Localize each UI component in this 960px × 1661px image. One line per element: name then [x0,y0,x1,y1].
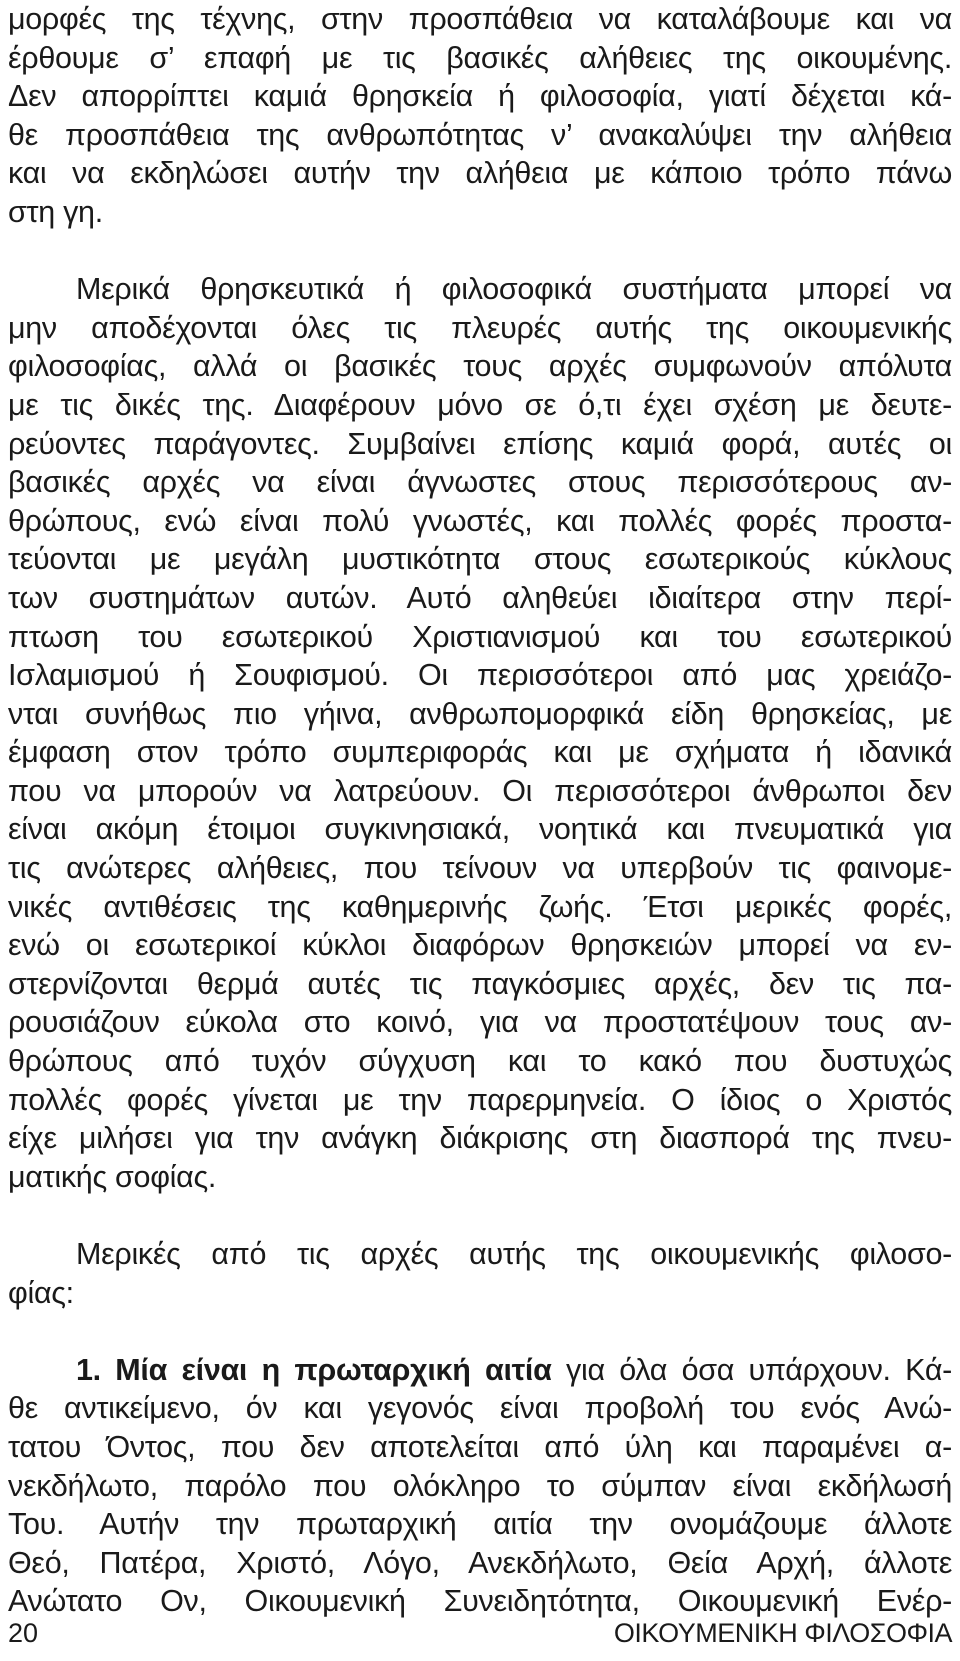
text-line: Μερικά θρησκευτικά ή φιλοσοφικά συστήματα μπορεί να [76,272,952,307]
text-line: Ανώτατο Ον, Οικουμενική Συνειδητότητα, Οικουμενική Ενέρ- [8,1584,952,1619]
text-line: ρεύοντες παράγοντες. Συμβαίνει επίσης καμιά φορά, αυτές οι [8,426,952,461]
text-line: στερνίζονται θερμά αυτές τις παγκόσμιες αρχές, δεν τις πα- [8,966,952,1001]
principle-1-heading: 1. Μία είναι η πρωταρχική αιτία [76,1352,552,1387]
text-line: φιλοσοφίας, αλλά οι βασικές τους αρχές συμφωνούν απόλυτα [8,349,952,384]
paragraph-2 [8,270,952,1196]
text-line: τις ανώτερες αλήθειες, που τείνουν να υπερβούν τις φαινομε- [8,851,952,886]
text-line: Ισλαμισμού ή Σουφισμού. Οι περισσότεροι από μας χρειάζο- [8,658,952,693]
paragraph-1 [8,0,952,232]
paragraph-spacer [8,1196,952,1235]
page-body [8,0,952,1621]
text-line: νικές αντιθέσεις της καθημερινής ζωής. Έτσι μερικές φορές, [8,889,952,924]
text-line: τατου Όντος, που δεν αποτελείται από ύλη και παραμένει α- [8,1429,952,1464]
text-line: βασικές αρχές να είναι άγνωστες στους περισσότερους αν- [8,465,952,500]
text-line: στη γη. [8,194,103,229]
text-line: ενώ οι εσωτερικοί κύκλοι διαφόρων θρησκειών μπορεί να εν- [8,928,952,963]
text-line: Δεν απορρίπτει καμιά θρησκεία ή φιλοσοφία, γιατί δέχεται κά- [8,79,952,114]
paragraph-4 [8,1351,952,1621]
text-line [8,1351,952,1390]
text-line: πολλές φορές γίνεται με την παρερμηνεία. Ο ίδιος ο Χριστός [8,1082,952,1117]
text-line: ματικής σοφίας. [8,1159,217,1194]
text-line: μην αποδέχονται όλες τις πλευρές αυτής της οικουμενικής [8,310,952,345]
text-line: θρώπους, ενώ είναι πολύ γνωστές, και πολλές φορές προστα- [8,503,952,538]
page-number: 20 [8,1618,39,1648]
text-line: νεκδήλωτο, παρόλο που ολόκληρο το σύμπαν είναι εκδήλωσή [8,1468,952,1503]
paragraph-spacer [8,232,952,271]
text-line: που να μπορούν να λατρεύουν. Οι περισσότεροι άνθρωποι δεν [8,773,952,808]
text-line: Μερικές από τις αρχές αυτής της οικουμενικής φιλοσο- [76,1237,952,1271]
text-line: με τις δικές της. Διαφέρουν μόνο σε ό,τι έχει σχέση με δευτε- [8,387,952,422]
text-line: θε αντικείμενο, όν και γεγονός είναι προβολή του ενός Ανώ- [8,1391,952,1426]
page-footer [8,1615,952,1651]
text-run: για όλα όσα υπάρχουν. Κά- [551,1352,953,1387]
text-line: είχε μιλήσει για την ανάγκη διάκρισης στη διασπορά της πνευ- [8,1121,952,1156]
running-title: ΟΙΚΟΥΜΕΝΙΚΗ ΦΙΛΟΣΟΦΙΑ [613,1618,952,1648]
text-line: έρθουμε σ’ επαφή με τις βασικές αλήθειες της οικουμένης. [8,40,952,75]
text-line: φίας: [8,1275,74,1310]
text-line: και να εκδηλώσει αυτήν την αλήθεια με κάποιο τρόπο πάνω [8,156,952,191]
text-line: είναι ακόμη έτοιμοι συγκινησιακά, νοητικά και πνευματικά για [8,812,952,847]
text-line: μορφές της τέχνης, στην προσπάθεια να καταλάβουμε και να [8,2,952,36]
text-line: θρώπους από τυχόν σύγχυση και το κακό που δυστυχώς [8,1044,952,1079]
text-line: Θεό, Πατέρα, Χριστό, Λόγο, Ανεκδήλωτο, Θεία Αρχή, άλλοτε [8,1545,952,1580]
text-line: ρουσιάζουν εύκολα στο κοινό, για να προστατέψουν τους αν- [8,1005,952,1040]
text-line: έμφαση στον τρόπο συμπεριφοράς και με σχήματα ή ιδανικά [8,735,952,770]
text-line: νται συνήθως πιο γήινα, ανθρωπομορφικά είδη θρησκείας, με [8,696,952,731]
paragraph-spacer [8,1312,952,1351]
text-line: πτωση του εσωτερικού Χριστιανισμού και του εσωτερικού [8,619,952,654]
text-line: τεύονται με μεγάλη μυστικότητα στους εσωτερικούς κύκλους [8,542,952,577]
text-line: των συστημάτων αυτών. Αυτό αληθεύει ιδιαίτερα στην περί- [8,580,952,615]
text-line: θε προσπάθεια της ανθρωπότητας ν’ ανακαλύψει την αλήθεια [8,117,952,152]
text-line: Του. Αυτήν την πρωταρχική αιτία την ονομάζουμε άλλοτε [8,1507,952,1542]
paragraph-3 [8,1235,952,1312]
